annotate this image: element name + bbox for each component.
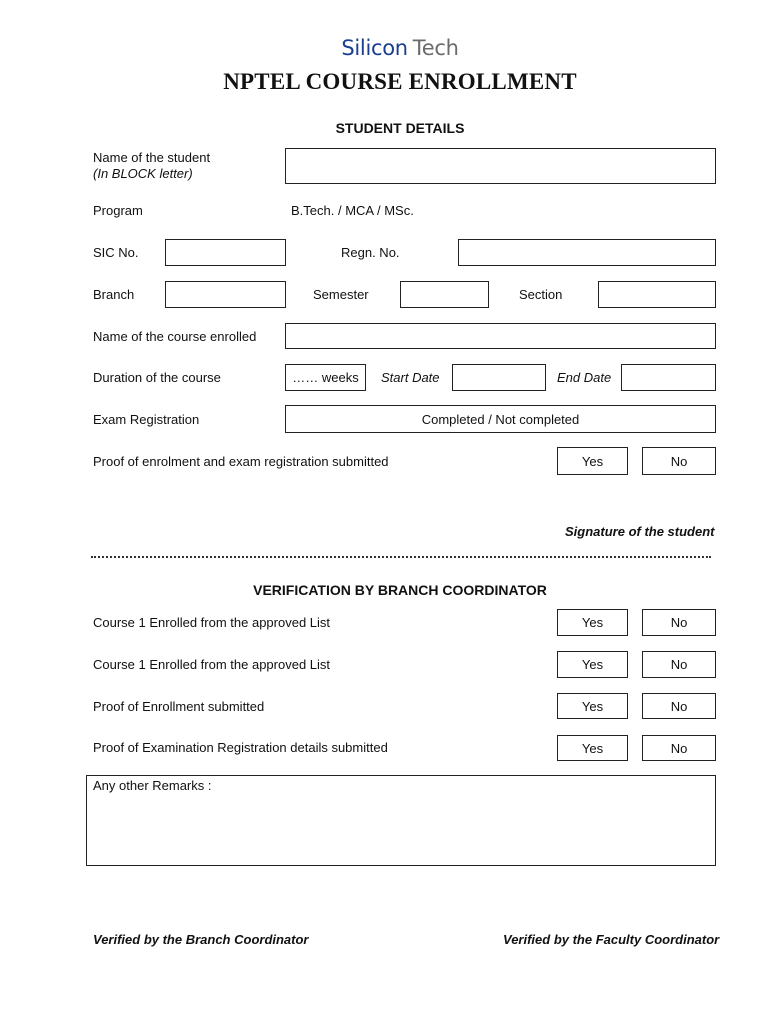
- verify-yes-box[interactable]: Yes: [557, 609, 628, 636]
- program-label: Program: [93, 203, 143, 218]
- logo: [0, 36, 768, 60]
- start-date-label: Start Date: [381, 370, 440, 385]
- student-name-field[interactable]: [285, 148, 716, 184]
- remarks-box[interactable]: [86, 775, 716, 866]
- faculty-coordinator-signature: Verified by the Faculty Coordinator: [503, 932, 720, 947]
- start-date-field[interactable]: [452, 364, 546, 391]
- name-label: Name of the student: [93, 150, 211, 165]
- verify-row-label: Course 1 Enrolled from the approved List: [93, 657, 331, 672]
- verify-no-box[interactable]: No: [642, 735, 716, 761]
- verify-no-box[interactable]: No: [642, 609, 716, 636]
- verify-row-label: Proof of Enrollment submitted: [93, 699, 265, 714]
- verify-yes-box[interactable]: Yes: [557, 651, 628, 678]
- regn-label: Regn. No.: [341, 245, 400, 260]
- course-label: Name of the course enrolled: [93, 329, 257, 344]
- end-date-field[interactable]: [621, 364, 716, 391]
- verify-yes-box[interactable]: Yes: [557, 735, 628, 761]
- branch-coordinator-signature: Verified by the Branch Coordinator: [93, 932, 309, 947]
- proof-yes-box[interactable]: Yes: [557, 447, 628, 475]
- student-details-heading: STUDENT DETAILS: [335, 120, 465, 136]
- sic-label: SIC No.: [93, 245, 139, 260]
- verify-row-label: Course 1 Enrolled from the approved List: [93, 615, 331, 630]
- page-title: NPTEL COURSE ENROLLMENT: [223, 69, 577, 94]
- branch-label: Branch: [93, 287, 135, 302]
- section-field[interactable]: [598, 281, 716, 308]
- regn-field[interactable]: [458, 239, 716, 266]
- remarks-label: Any other Remarks :: [93, 778, 212, 793]
- verification-heading: VERIFICATION BY BRANCH COORDINATOR: [253, 582, 547, 598]
- program-value: B.Tech. / MCA / MSc.: [291, 203, 414, 218]
- branch-field[interactable]: [165, 281, 286, 308]
- verify-no-box[interactable]: No: [642, 651, 716, 678]
- verify-yes-box[interactable]: Yes: [557, 693, 628, 719]
- exam-status-field[interactable]: Completed / Not completed: [285, 405, 716, 433]
- name-hint: (In BLOCK letter): [93, 166, 193, 181]
- section-label: Section: [519, 287, 563, 302]
- end-date-label: End Date: [557, 370, 612, 385]
- logo-text-1: Silicon: [341, 36, 408, 60]
- proof-no-box[interactable]: No: [642, 447, 716, 475]
- verify-row-label: Proof of Examination Registration details submitted: [93, 740, 388, 755]
- semester-field[interactable]: [400, 281, 489, 308]
- verify-no-box[interactable]: No: [642, 693, 716, 719]
- sic-field[interactable]: [165, 239, 286, 266]
- duration-field[interactable]: …… weeks: [285, 364, 366, 391]
- logo-text-2: Tech: [412, 36, 459, 60]
- course-field[interactable]: [285, 323, 716, 349]
- semester-label: Semester: [313, 287, 369, 302]
- cut-line-divider: [91, 556, 711, 558]
- exam-label: Exam Registration: [93, 412, 200, 427]
- signature-label: Signature of the student: [565, 524, 715, 539]
- duration-label: Duration of the course: [93, 370, 221, 385]
- proof-label: Proof of enrolment and exam registration submitted: [93, 454, 389, 469]
